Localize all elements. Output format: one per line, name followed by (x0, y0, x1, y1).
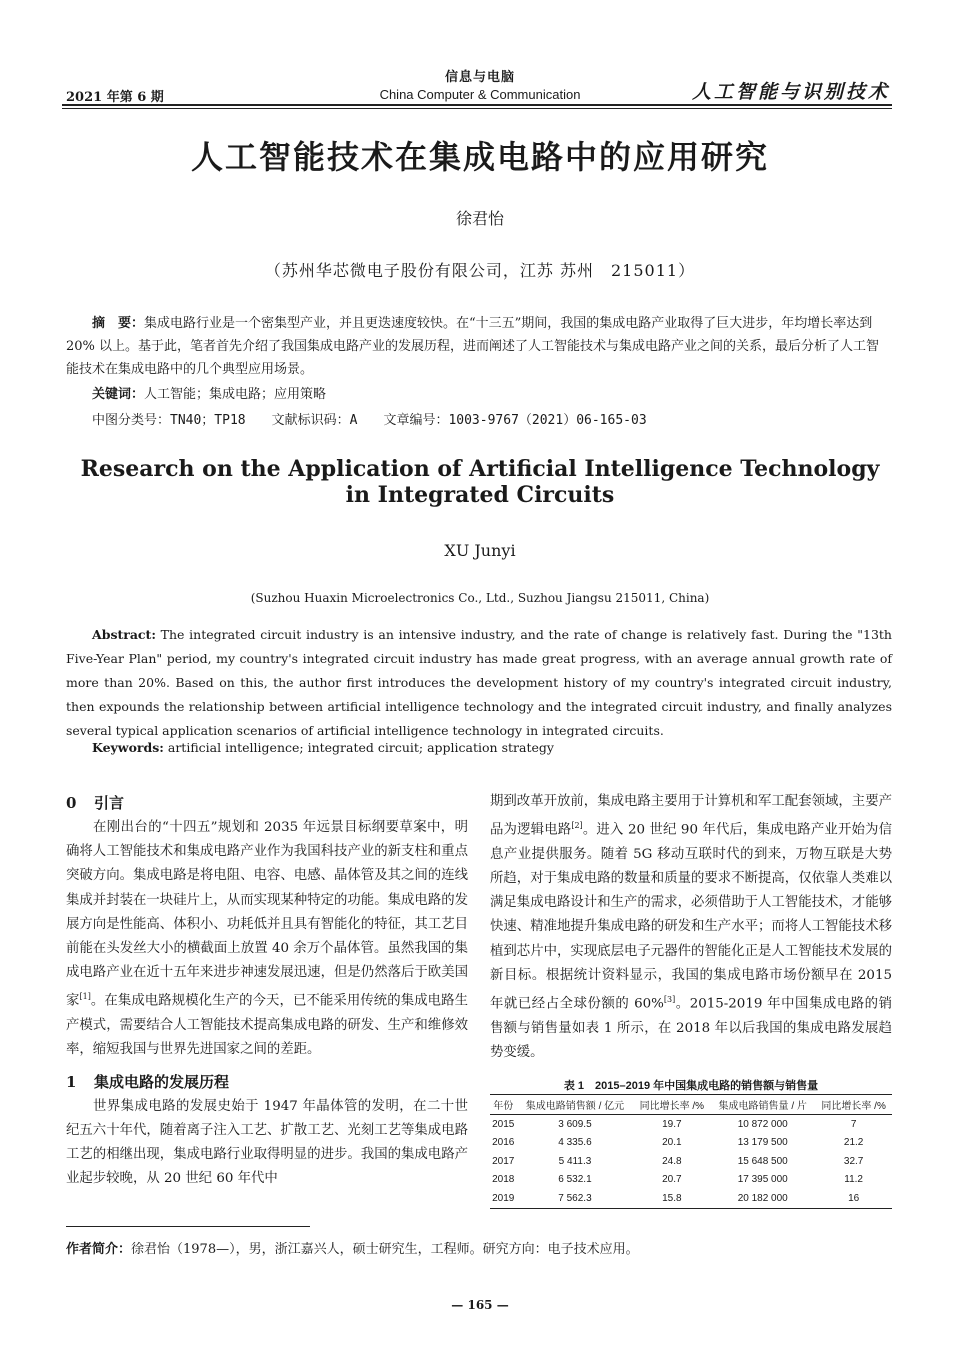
table-cell: 6 532.1 (558, 1174, 592, 1186)
abstract-cn (66, 312, 892, 381)
intro-text-a: 在刚出台的“十四五”规划和 2035 年远景目标纲要草案中，明确将人工智能技术和集成电路产业作为我国科技产业的新支柱和重点突破方向。集成电路是将电阻、电容、电感、晶体管及其之间的连线集成并封装在一块硅片上，从而实现某种特定的功能。集成电路的发展方向是性能高、体积小、功耗低并且具有智能化的特征，其工艺目前能在头发丝大小的横截面上放置 40 余万个晶体管。虽然我国的集成电路产业在近十五年来进步神速发展迅速，但是仍然落后于欧美国家 (66, 820, 468, 1009)
journal-name-en: China Computer & Communication (379, 87, 581, 102)
abstract-cn-text: 集成电路行业是一个密集型产业，并且更迭速度较快。在“十三五”期间，我国的集成电路产业取得了巨大进步，年均增长率达到 20% 以上。基于此，笔者首先介绍了我国集成电路产业的发展历程，进而阐述了人工智能技术与集成电路产业之间的关系，最后分析了人工智能技术在集成电路中的几个典型应用场景。 (66, 316, 880, 377)
table-cell: 32.7 (843, 1155, 864, 1167)
table-cell: 10 872 000 (737, 1118, 788, 1130)
intro-paragraph (66, 816, 468, 1063)
column-header: 同比增长率 /% (815, 1095, 892, 1115)
section-1-number: 1 (66, 1072, 77, 1091)
table-cell: 3 609.5 (558, 1118, 592, 1130)
author-name-cn: 徐君怡 (455, 209, 504, 228)
author-bio-label: 作者简介： (66, 1242, 132, 1257)
table-header-row (490, 1095, 892, 1115)
author-name-en: XU Junyi (444, 541, 516, 560)
section-0-heading (66, 790, 468, 816)
article-number: 文章编号：1003-9767（2021）06-165-03 (383, 413, 647, 428)
abstract-en-text: The integrated circuit industry is an intensive industry, and the rate of change is relatively fast. During the "13th Five-Year Plan" period, my country's integrated circuit industry has made great progress, with an average annual growth rate of more than 20%. Based on this, the author first introduces the development history of my country's integrated circuit industry, then expounds the relationship between artificial intelligence technology and the integrated circuit industry, and finally analyzes several typical application scenarios of artificial intelligence technology in integrated circuits. (66, 627, 892, 738)
section-0-title: 引言 (94, 794, 125, 812)
section-1-heading (66, 1069, 468, 1095)
affiliation-en: (Suzhou Huaxin Microelectronics Co., Ltd., Suzhou Jiangsu 215011, China) (250, 591, 710, 605)
table-cell: 2018 (492, 1174, 515, 1186)
column-header: 年份 (490, 1095, 516, 1115)
section-0-number: 0 (66, 794, 77, 812)
table-cell: 21.2 (843, 1137, 864, 1149)
table-cell: 15 648 500 (737, 1155, 788, 1167)
paper-title-en: Research on the Application of Artificial Intelligence Technology in Integrated Circuits (80, 456, 880, 508)
table-row (490, 1171, 892, 1190)
table-cell: 16 (815, 1189, 892, 1208)
abstract-cn-label: 摘 要： (92, 316, 145, 331)
table-cell: 2019 (490, 1189, 516, 1208)
citation-1: [1] (79, 992, 91, 1002)
abstract-en (66, 623, 892, 743)
column-header: 集成电路销售量 / 片 (710, 1095, 815, 1115)
section-1-title: 集成电路的发展历程 (94, 1072, 230, 1091)
classification-line (92, 409, 647, 428)
table-cell: 13 179 500 (737, 1137, 788, 1149)
table-cell: 2016 (492, 1137, 515, 1149)
keywords-cn-label: 关键词： (92, 387, 145, 402)
keywords-en (92, 740, 554, 755)
left-column (66, 790, 468, 1191)
table-row (490, 1152, 892, 1171)
table-row (490, 1189, 892, 1208)
table-cell: 20 182 000 (710, 1189, 815, 1208)
table-cell: 19.7 (662, 1118, 682, 1130)
sales-table (490, 1094, 892, 1209)
keywords-cn (92, 383, 326, 402)
table-caption: 表 1 2015–2019 年中国集成电路的销售额与销售量 (563, 1080, 819, 1092)
column-header: 同比增长率 /% (633, 1095, 710, 1115)
history-paragraph-1: 世界集成电路的发展史始于 1947 年晶体管的发明，在二十世纪五六十年代，随着离子注入工艺、扩散工艺、光刻工艺等集成电路工艺的相继出现，集成电路行业取得明显的进步。我国的集成电路产业起步较晚，从 20 世纪 60 年代中 (66, 1098, 468, 1187)
author-bio-text: 徐君怡（1978—），男，浙江嘉兴人，硕士研究生，工程师。研究方向：电子技术应用。 (131, 1242, 639, 1257)
column-label: 人工智能与识别技术 (691, 81, 890, 103)
table-cell: 2017 (492, 1155, 515, 1167)
clc-number: 中图分类号：TN40；TP18 (92, 413, 246, 428)
table-cell: 20.7 (662, 1174, 682, 1186)
page-number: — 165 — (451, 1298, 509, 1312)
table-cell: 15.8 (633, 1189, 710, 1208)
paper-title-cn: 人工智能技术在集成电路中的应用研究 (190, 138, 769, 176)
keywords-en-text: artificial intelligence; integrated circuit; application strategy (167, 740, 554, 755)
table-cell: 24.8 (662, 1155, 682, 1167)
document-code: 文献标识码：A (271, 413, 358, 428)
table-row (490, 1115, 892, 1134)
table-cell: 5 411.3 (558, 1155, 592, 1167)
right-column (490, 790, 892, 1065)
history-text-c: 。2015-2019 年中国集成电路的销售额与销售量如表 1 所示，在 2018 年以后我国的集成电路发展趋势变缓。 (490, 996, 892, 1060)
history-paragraph-2 (490, 790, 892, 1065)
abstract-en-label: Abstract: (92, 627, 156, 642)
table-cell: 2015 (492, 1118, 515, 1130)
keywords-en-label: Keywords: (92, 740, 164, 755)
header-rule-thin (62, 108, 892, 109)
history-text-b: 。进入 20 世纪 90 年代后，集成电路产业开始为信息产业提供服务。随着 5G 移动互联时代的到来，万物互联是大势所趋，对于集成电路的数量和质量的要求不断提高，仅依靠人类难以满足集成电路设计和生产的需求，必须借助于人工智能技术，才能够快速、精准地提升集成电路的研发和生产水平；而将人工智能技术移植到芯片中，实现底层电子元器件的智能化正是人工智能技术发展的新目标。根据统计资料显示，我国的集成电路市场份额早在 2015 年就已经占全球份额的 60% (490, 822, 893, 1012)
journal-name-cn: 信息与电脑 (444, 70, 515, 85)
history-text-a: 期到改革开放前，集成电路主要用于计算机和军工配套领域，主要产品为逻辑电路 (490, 794, 892, 838)
footnote-rule (66, 1226, 310, 1227)
table-cell: 17 395 000 (737, 1174, 788, 1186)
column-header: 集成电路销售额 / 亿元 (516, 1095, 633, 1115)
intro-text-b: 。在集成电路规模化生产的今天，已不能采用传统的集成电路生产模式，需要结合人工智能技术提高集成电路的研发、生产和维修效率，缩短我国与世界先进国家之间的差距。 (66, 993, 469, 1058)
table-cell: 7 562.3 (516, 1189, 633, 1208)
header-rule (62, 104, 892, 106)
table-cell: 7 (850, 1118, 857, 1130)
table-cell: 20.1 (662, 1137, 682, 1149)
author-bio (66, 1238, 639, 1257)
journal-masthead (330, 66, 630, 102)
table-cell: 11.2 (844, 1174, 863, 1186)
citation-2: [2] (571, 821, 583, 831)
citation-3: [3] (663, 995, 676, 1005)
affiliation-cn: （苏州华芯微电子股份有限公司，江苏 苏州 215011） (264, 261, 696, 280)
issue-label: 2021 年第 6 期 (66, 90, 164, 105)
table-row (490, 1134, 892, 1153)
table-cell: 4 335.6 (558, 1137, 592, 1149)
keywords-cn-text: 人工智能；集成电路；应用策略 (144, 387, 327, 402)
